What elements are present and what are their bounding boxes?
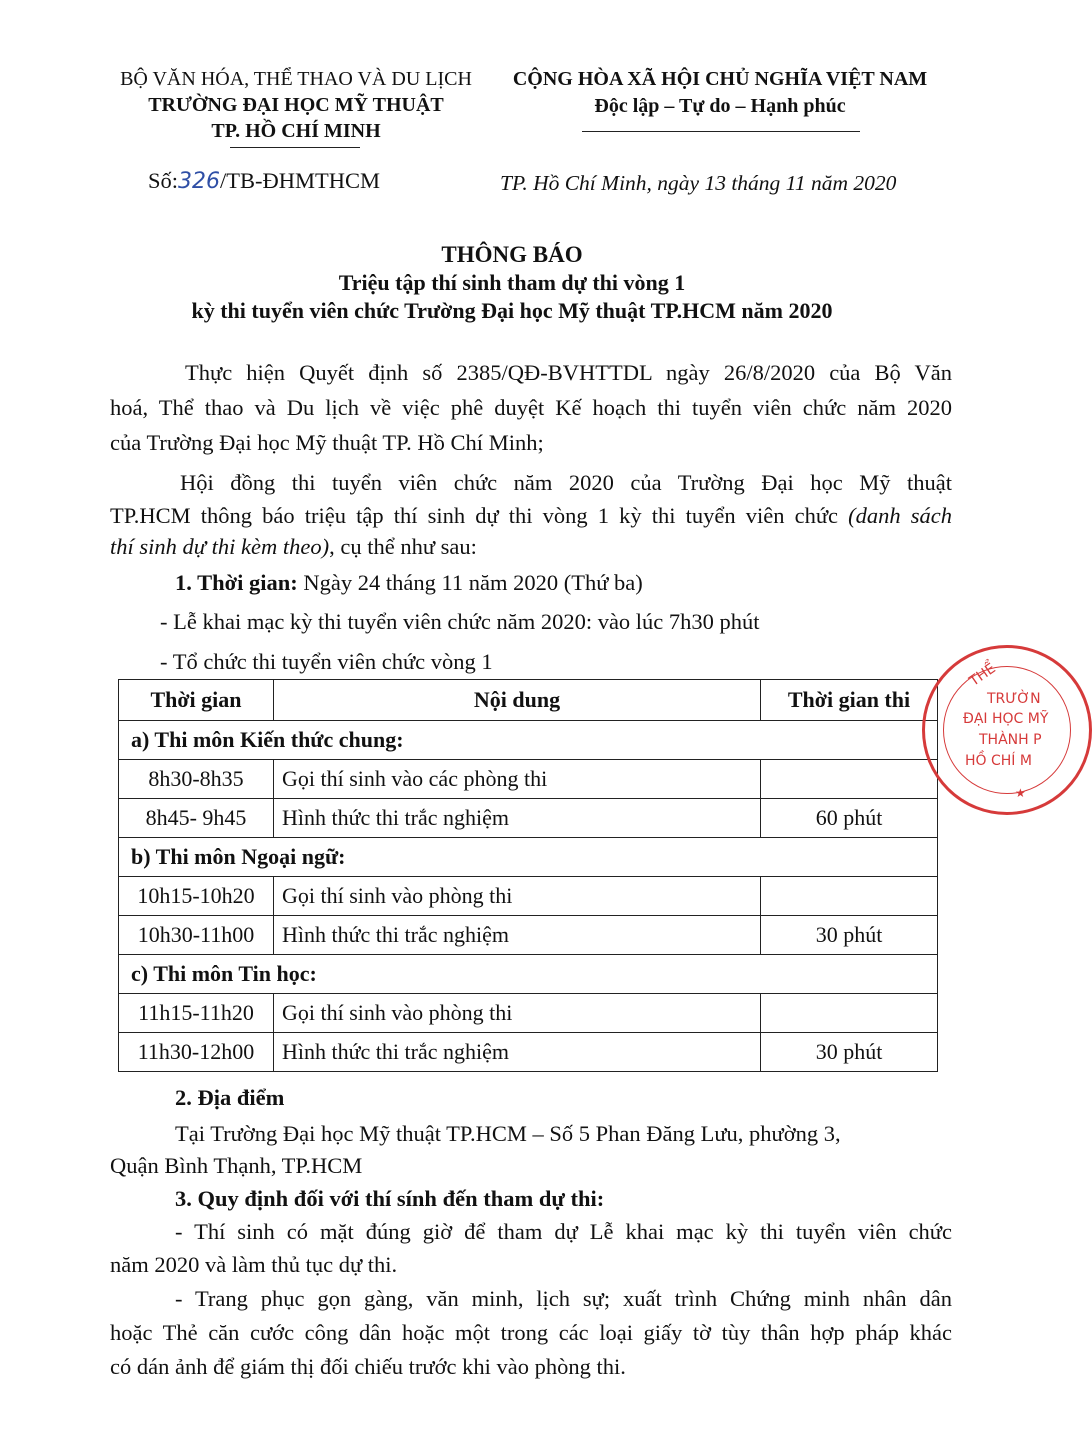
- row-time: 10h15-10h20: [119, 877, 274, 916]
- section-3-bullet-2-line1: - Trang phục gọn gàng, văn minh, lịch sự; xuất trình Chứng minh nhân dân: [175, 1286, 952, 1311]
- table-row: [119, 799, 938, 838]
- intro-p2-line2-italic: (danh sách: [848, 503, 952, 528]
- section-row: [119, 955, 938, 994]
- motto: Độc lập – Tự do – Hạnh phúc: [594, 95, 846, 117]
- official-seal: [922, 645, 1092, 815]
- document-subtitle-1: Triệu tập thí sinh tham dự thi vòng 1: [338, 270, 686, 295]
- seal-text-3: ĐẠI HỌC MỸ: [963, 711, 1049, 727]
- seal-text-1: THỂ: [966, 660, 999, 690]
- row-duration: 30 phút: [761, 1033, 938, 1072]
- section-3-bullet-1-line2: năm 2020 và làm thủ tục dự thi.: [110, 1252, 398, 1277]
- intro-p2-line3: [110, 534, 477, 560]
- header-content: Nội dung: [274, 680, 761, 721]
- row-duration: 30 phút: [761, 916, 938, 955]
- row-time: 8h45- 9h45: [119, 799, 274, 838]
- row-content: Hình thức thi trắc nghiệm: [274, 1033, 761, 1072]
- section-row: [119, 721, 938, 760]
- doc-number-handwritten: 326: [178, 169, 221, 194]
- table-row: [119, 877, 938, 916]
- table-row: [119, 994, 938, 1033]
- intro-p2-line3-italic: thí sinh dự thi kèm theo): [110, 534, 330, 559]
- row-content: Hình thức thi trắc nghiệm: [274, 799, 761, 838]
- document-number: [148, 168, 380, 194]
- section-3-heading: 3. Quy định đối với thí sính đến tham dự thi:: [175, 1186, 605, 1211]
- doc-number-suffix: /TB-ĐHMTHCM: [220, 168, 381, 193]
- intro-p2-line2-text: TP.HCM thông báo triệu tập thí sinh dự thi vòng 1 kỳ thi tuyển viên chức: [110, 503, 839, 528]
- ministry-name: BỘ VĂN HÓA, THỂ THAO VÀ DU LỊCH: [120, 68, 472, 90]
- section-2-heading: 2. Địa điểm: [175, 1085, 285, 1110]
- table-header-row: [119, 680, 938, 721]
- row-duration: 60 phút: [761, 799, 938, 838]
- section-1-item-2: - Tổ chức thi tuyển viên chức vòng 1: [160, 649, 493, 674]
- intro-p2-line1: Hội đồng thi tuyển viên chức năm 2020 của Trường Đại học Mỹ thuật: [180, 470, 952, 495]
- seal-text-2: TRƯỜN: [987, 691, 1041, 707]
- section-2-line2: Quận Bình Thạnh, TP.HCM: [110, 1153, 363, 1178]
- section-title: b) Thi môn Ngoại ngữ:: [119, 838, 938, 877]
- section-3-bullet-2-line3: có dán ảnh để giám thị đối chiếu trước khi vào phòng thi.: [110, 1354, 626, 1379]
- table-row: [119, 916, 938, 955]
- school-name: TRƯỜNG ĐẠI HỌC MỸ THUẬT: [148, 94, 444, 116]
- row-content: Gọi thí sinh vào phòng thi: [274, 994, 761, 1033]
- row-time: 10h30-11h00: [119, 916, 274, 955]
- section-1-heading: [175, 570, 643, 596]
- section-title: c) Thi môn Tin học:: [119, 955, 938, 994]
- republic-name: CỘNG HÒA XÃ HỘI CHỦ NGHĨA VIỆT NAM: [512, 68, 928, 90]
- document-subtitle-2: kỳ thi tuyển viên chức Trường Đại học Mỹ thuật TP.HCM năm 2020: [191, 298, 833, 323]
- header-left-rule: [230, 147, 360, 148]
- row-duration: [761, 877, 938, 916]
- intro-p2-line2: [110, 503, 952, 529]
- section-1-item-1: - Lễ khai mạc kỳ thi tuyển viên chức năm 2020: vào lúc 7h30 phút: [160, 609, 760, 634]
- table-row: [119, 1033, 938, 1072]
- school-city: TP. HỒ CHÍ MINH: [211, 120, 381, 142]
- document-date: TP. Hồ Chí Minh, ngày 13 tháng 11 năm 2020: [500, 171, 897, 195]
- row-content: Hình thức thi trắc nghiệm: [274, 916, 761, 955]
- header-duration: Thời gian thi: [761, 680, 938, 721]
- section-1-value: Ngày 24 tháng 11 năm 2020 (Thứ ba): [297, 570, 643, 595]
- intro-p1-line2: hoá, Thể thao và Du lịch về việc phê duyệt Kế hoạch thi tuyển viên chức năm 2020: [110, 395, 952, 420]
- row-duration: [761, 994, 938, 1033]
- section-title: a) Thi môn Kiến thức chung:: [119, 721, 938, 760]
- intro-p1-line3: của Trường Đại học Mỹ thuật TP. Hồ Chí Minh;: [110, 430, 544, 455]
- section-row: [119, 838, 938, 877]
- intro-p1-line1: Thực hiện Quyết định số 2385/QĐ-BVHTTDL ngày 26/8/2020 của Bộ Văn: [185, 360, 952, 385]
- row-content: Gọi thí sinh vào các phòng thi: [274, 760, 761, 799]
- seal-inner-ring: [943, 666, 1071, 794]
- doc-number-prefix: Số:: [148, 168, 179, 193]
- section-1-label: 1. Thời gian:: [175, 570, 298, 595]
- document-title: THÔNG BÁO: [441, 242, 583, 267]
- header-right-rule: [582, 131, 860, 132]
- row-time: 11h30-12h00: [119, 1033, 274, 1072]
- schedule-table: [118, 679, 938, 1072]
- seal-star-icon: ★: [1015, 786, 1026, 800]
- intro-p2-line3-text: , cụ thể như sau:: [329, 534, 477, 559]
- row-time: 8h30-8h35: [119, 760, 274, 799]
- section-3-bullet-1-line1: - Thí sinh có mặt đúng giờ để tham dự Lễ khai mạc kỳ thi tuyển viên chức: [175, 1219, 952, 1244]
- seal-text-5: HỒ CHÍ M: [965, 753, 1032, 769]
- row-content: Gọi thí sinh vào phòng thi: [274, 877, 761, 916]
- table-row: [119, 760, 938, 799]
- row-duration: [761, 760, 938, 799]
- seal-text-4: THÀNH P: [979, 732, 1042, 748]
- row-time: 11h15-11h20: [119, 994, 274, 1033]
- section-2-line1: Tại Trường Đại học Mỹ thuật TP.HCM – Số 5 Phan Đăng Lưu, phường 3,: [175, 1121, 841, 1146]
- header-time: Thời gian: [119, 680, 274, 721]
- section-3-bullet-2-line2: hoặc Thẻ căn cước công dân hoặc một trong các loại giấy tờ tùy thân hợp pháp khác: [110, 1320, 952, 1345]
